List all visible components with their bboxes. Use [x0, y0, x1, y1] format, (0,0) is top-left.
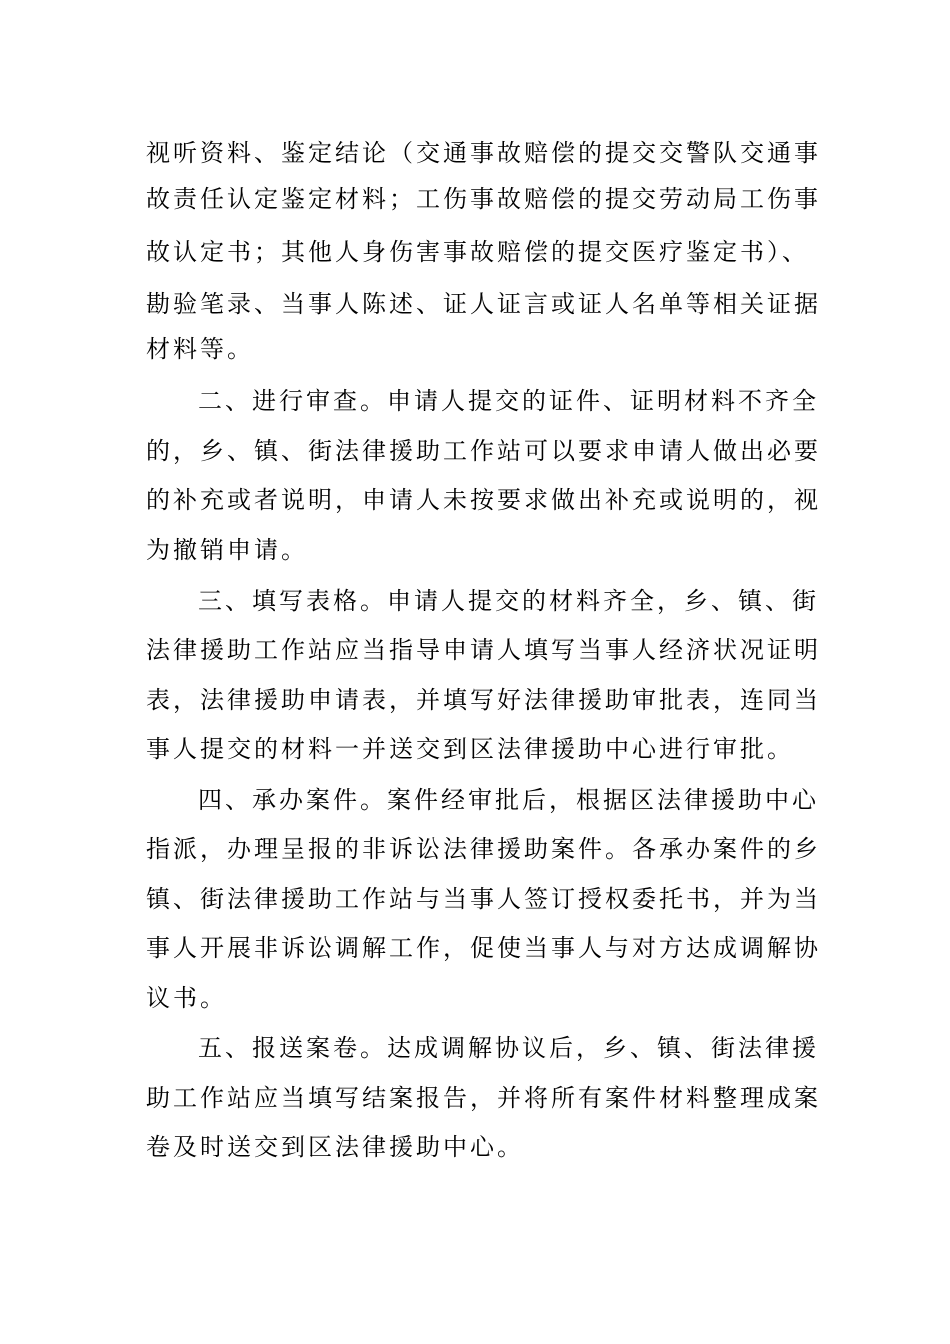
text-line: 二、进行审查。申请人提交的证件、证明材料不齐全: [198, 387, 819, 415]
text-line: 指派，办理呈报的非诉讼法律援助案件。各承办案件的乡: [146, 835, 821, 863]
text-line: 卷及时送交到区法律援助中心。: [146, 1133, 524, 1161]
text-line: 法律援助工作站应当指导申请人填写当事人经济状况证明: [146, 636, 821, 664]
text-line: 勘验笔录、当事人陈述、证人证言或证人名单等相关证据: [146, 290, 821, 318]
text-line: 故责任认定鉴定材料；工伤事故赔偿的提交劳动局工伤事: [146, 185, 821, 213]
text-line: 表，法律援助申请表，并填写好法律援助审批表，连同当: [146, 686, 821, 714]
text-line: 故认定书；其他人身伤害事故赔偿的提交医疗鉴定书）、: [146, 238, 809, 266]
text-line: 为撤销申请。: [146, 536, 308, 564]
text-line: 助工作站应当填写结案报告，并将所有案件材料整理成案: [146, 1084, 821, 1112]
text-line: 四、承办案件。案件经审批后，根据区法律援助中心: [198, 786, 819, 814]
text-line: 材料等。: [146, 335, 254, 363]
text-line: 事人开展非诉讼调解工作，促使当事人与对方达成调解协: [146, 934, 821, 962]
text-line: 议书。: [146, 984, 227, 1012]
text-line: 的，乡、镇、街法律援助工作站可以要求申请人做出必要: [146, 437, 821, 465]
text-line: 三、填写表格。申请人提交的材料齐全，乡、镇、街: [198, 587, 819, 615]
text-line: 事人提交的材料一并送交到区法律援助中心进行审批。: [146, 735, 794, 763]
text-line: 视听资料、鉴定结论（交通事故赔偿的提交交警队交通事: [146, 139, 821, 167]
text-line: 镇、街法律援助工作站与当事人签订授权委托书，并为当: [146, 885, 821, 913]
text-line: 五、报送案卷。达成调解协议后，乡、镇、街法律援: [198, 1034, 819, 1062]
text-line: 的补充或者说明，申请人未按要求做出补充或说明的，视: [146, 486, 821, 514]
